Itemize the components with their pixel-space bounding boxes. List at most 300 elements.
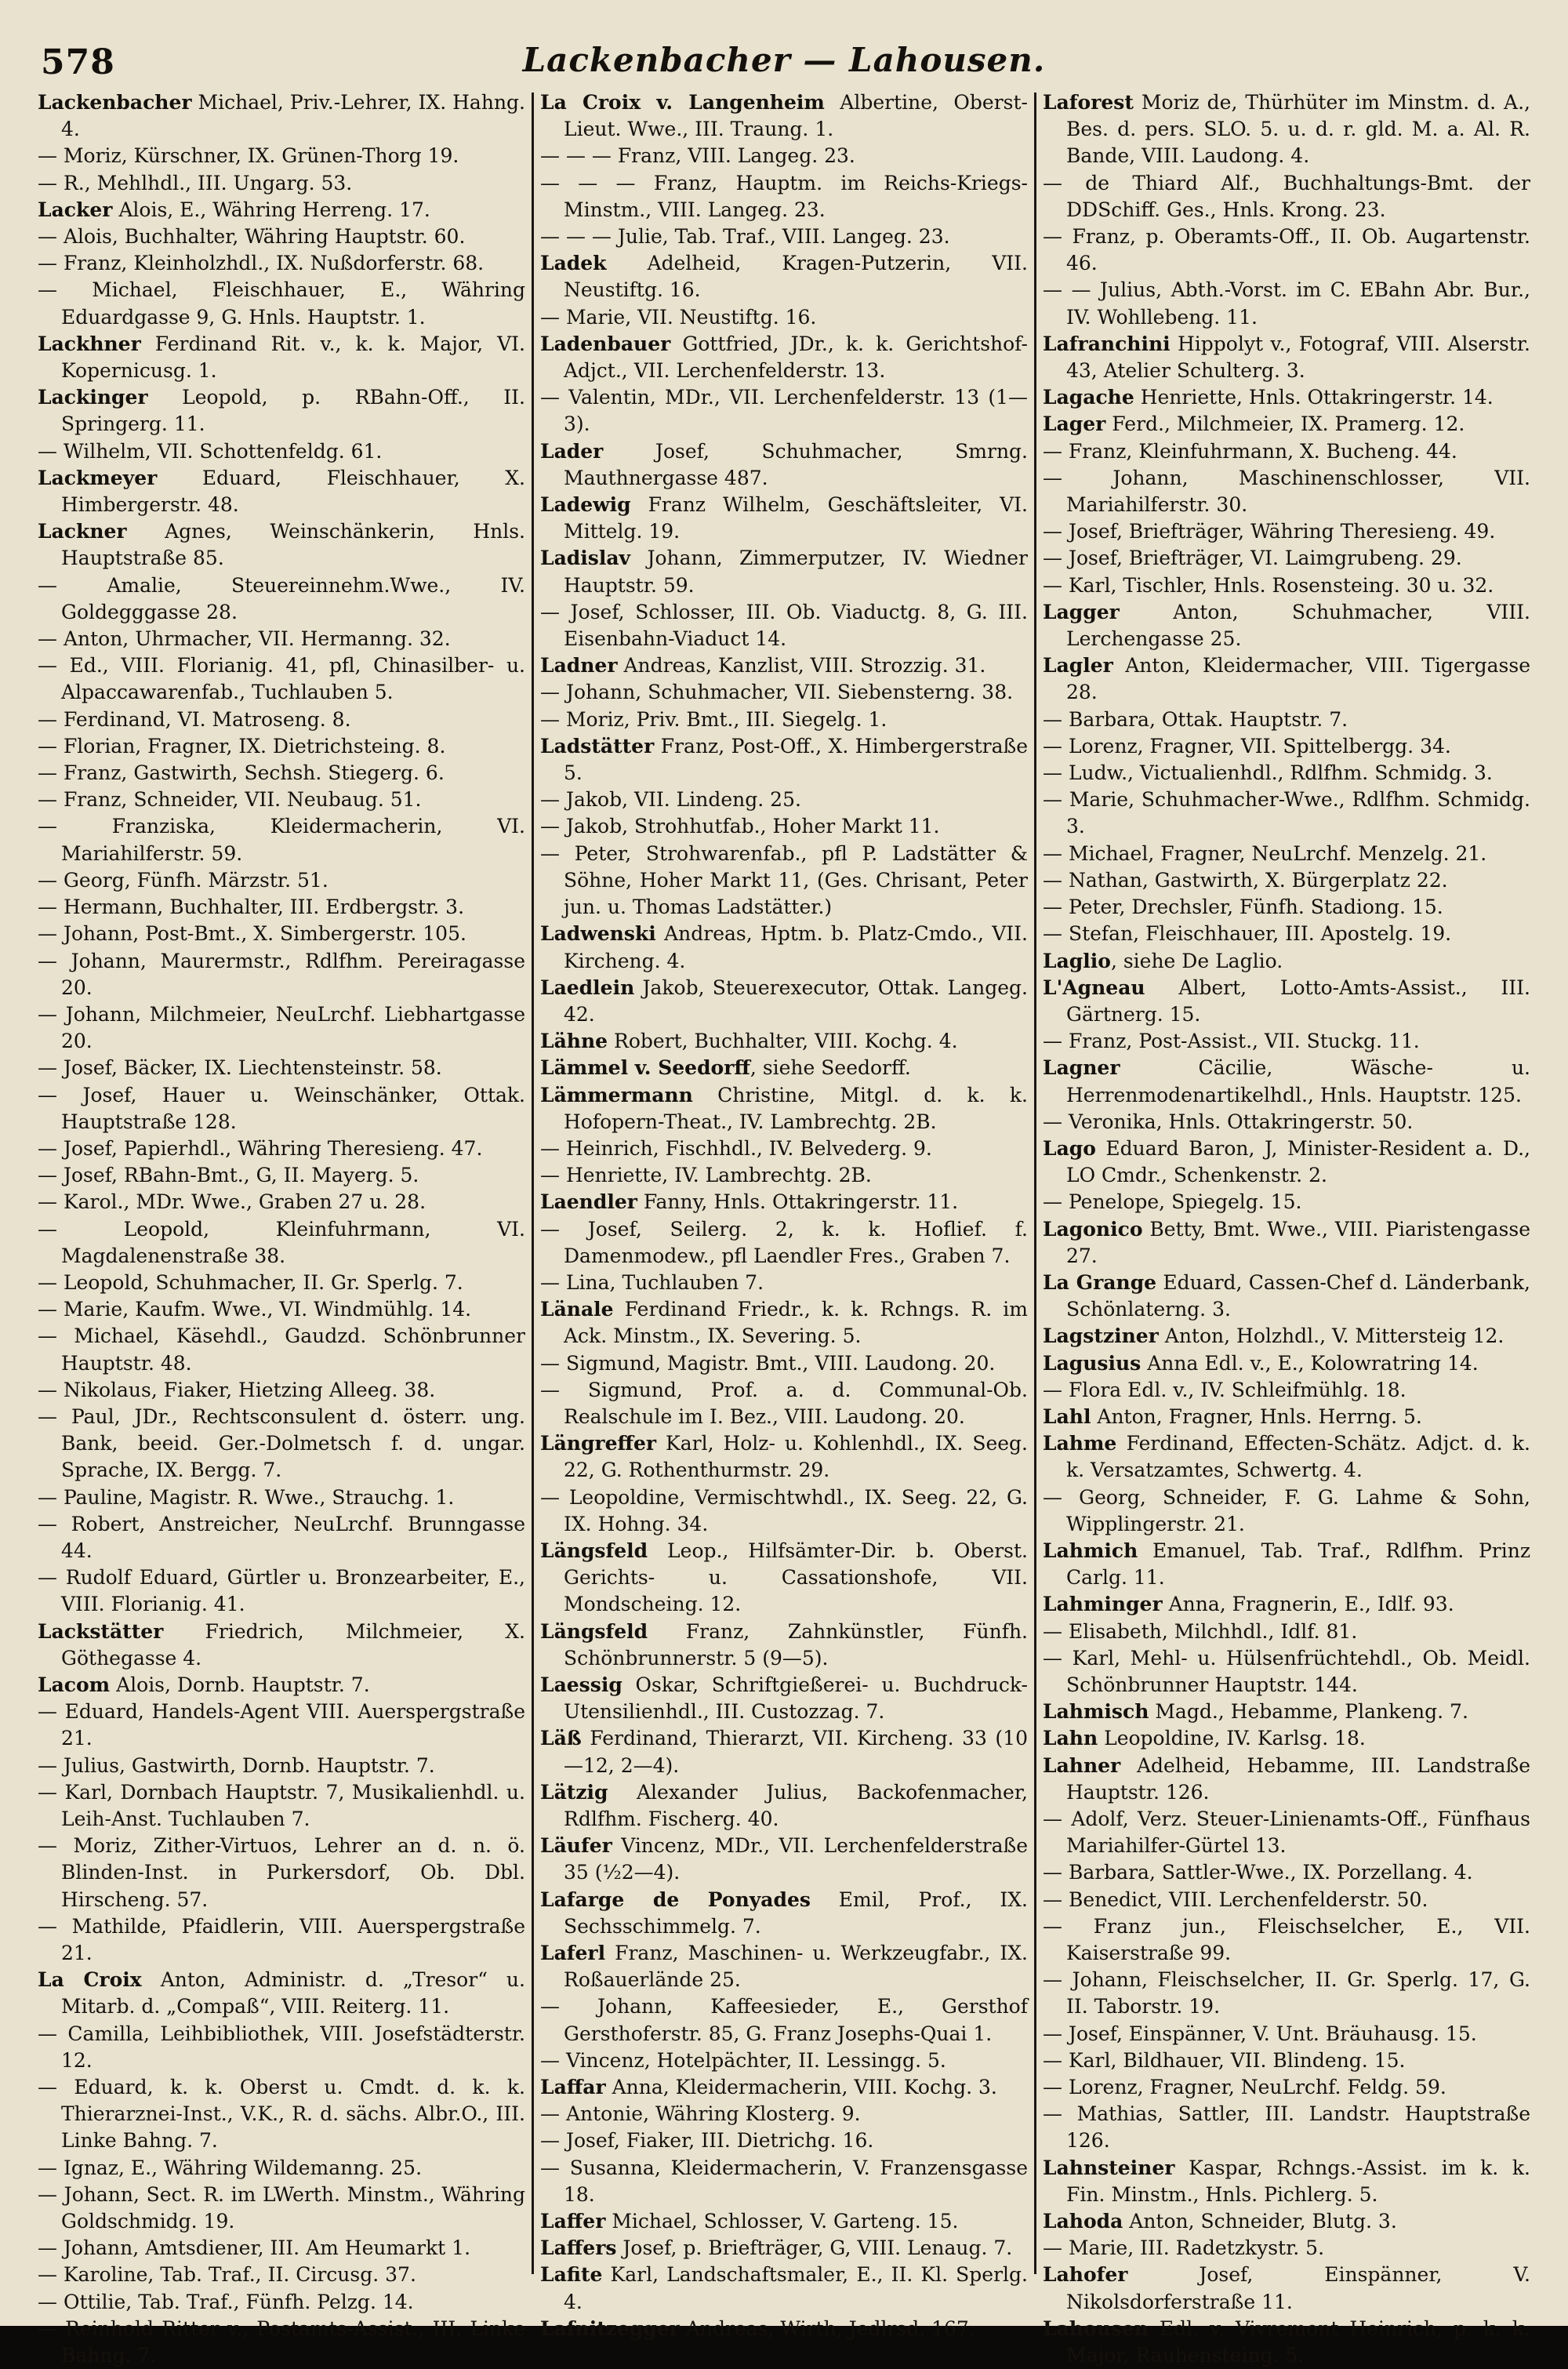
entry-details: Gottfried, JDr., k. k. Gerichtshof-Adjct., VII. Lerchenfelderstr. 13. xyxy=(564,332,1028,383)
entry-surname: Lahofer xyxy=(1043,2263,1128,2287)
directory-entry xyxy=(1043,2021,1530,2047)
directory-entry xyxy=(1043,1430,1530,1484)
entry-details: — Ed., VIII. Florianig. 41, pfl, Chinasilber- u. Alpaccawarenfab., Tuchlauben 5. xyxy=(38,654,525,704)
directory-entry xyxy=(1043,2235,1530,2262)
entry-surname: Lafranchini xyxy=(1043,332,1171,355)
entry-surname: Lackenbacher xyxy=(38,91,192,114)
entry-surname: Lahmisch xyxy=(1043,1700,1149,1724)
directory-entry xyxy=(540,545,1028,598)
entry-details: — Franz, Kleinholzhdl., IX. Nußdorferstr. 68. xyxy=(38,252,485,275)
entry-details: — Karl, Dornbach Hauptstr. 7, Musikalienhdl. u. Leih-Anst. Tuchlauben 7. xyxy=(38,1780,525,1830)
entry-surname: Lahousen xyxy=(1043,2316,1149,2340)
directory-entry xyxy=(540,1672,1028,1725)
directory-entry xyxy=(1043,1913,1530,1967)
directory-entry xyxy=(38,1484,525,1511)
directory-entry xyxy=(1043,948,1530,975)
entry-details: Anton, Fragner, Hnls. Herrng. 5. xyxy=(1091,1404,1422,1428)
directory-entry xyxy=(540,2316,1028,2342)
entry-surname: Lago xyxy=(1043,1136,1096,1160)
column-3 xyxy=(1036,89,1537,2367)
entry-surname: Lagusius xyxy=(1043,1351,1142,1375)
entry-details: — Michael, Käsehdl., Gaudzd. Schönbrunner Hauptstr. 48. xyxy=(38,1324,525,1375)
entry-details: Leopold, p. RBahn-Off., II. Springerg. 11. xyxy=(61,386,525,436)
entry-surname: Laendler xyxy=(540,1190,637,1214)
directory-entry xyxy=(38,867,525,894)
entry-details: Robert, Buchhalter, VIII. Kochg. 4. xyxy=(608,1030,958,1053)
entry-details: Emil, Prof., IX. Sechsschimmelg. 7. xyxy=(564,1888,1029,1938)
entry-surname: Läß xyxy=(540,1727,582,1750)
entry-details: Alois, E., Währing Herreng. 17. xyxy=(112,198,430,221)
directory-entry xyxy=(1043,1591,1530,1618)
entry-details: — Karol., MDr. Wwe., Graben 27 u. 28. xyxy=(38,1190,426,1214)
directory-entry xyxy=(38,787,525,813)
entry-details: — Rudolf Eduard, Gürtler u. Bronzearbeiter, E., VIII. Florianig. 41. xyxy=(38,1566,525,1616)
entry-details: — Johann, Post-Bmt., X. Simbergerstr. 105. xyxy=(38,922,466,946)
directory-entry xyxy=(38,2182,525,2235)
directory-entry xyxy=(38,813,525,867)
entry-details: Alexander Julius, Backofenmacher, Rdlfhm. Fischerg. 40. xyxy=(564,1780,1028,1830)
entry-details: — Josef, Einspänner, V. Unt. Bräuhausg. 15. xyxy=(1043,2022,1477,2045)
entry-surname: Länale xyxy=(540,1298,614,1321)
entry-details: — — — Franz, Hauptm. im Reichs-Kriegs-Minstm., VIII. Langeg. 23. xyxy=(540,171,1028,221)
entry-details: — Karl, Tischler, Hnls. Rosensteing. 30 u. 32. xyxy=(1043,573,1494,597)
entry-details: Henriette, Hnls. Ottakringerstr. 14. xyxy=(1134,386,1494,409)
directory-entry xyxy=(540,2208,1028,2235)
entry-details: — Johann, Fleischselcher, II. Gr. Sperlg. 17, G. II. Taborstr. 19. xyxy=(1043,1968,1530,2018)
entry-details: — Elisabeth, Milchhdl., Idlf. 81. xyxy=(1043,1619,1358,1643)
entry-details: — Robert, Anstreicher, NeuLrchf. Brunngasse 44. xyxy=(38,1512,525,1562)
directory-entry xyxy=(38,250,525,277)
directory-entry xyxy=(540,1028,1028,1055)
directory-entry xyxy=(540,1779,1028,1833)
directory-entry xyxy=(38,518,525,572)
entry-details: Franz, Post-Off., X. Himbergerstraße 5. xyxy=(564,734,1028,785)
entry-details: Karl, Landschaftsmaler, E., II. Kl. Sperlg. 4. xyxy=(564,2263,1028,2313)
entry-surname: Lahoda xyxy=(1043,2210,1123,2233)
entry-surname: Laglio xyxy=(1043,949,1111,972)
entry-details: Vincenz, MDr., VII. Lerchenfelderstraße 35 (½2—4). xyxy=(564,1834,1028,1884)
directory-entry xyxy=(1043,2262,1530,2315)
entry-surname: Längsfeld xyxy=(540,1539,648,1562)
directory-entry xyxy=(540,1619,1028,1672)
directory-entry xyxy=(38,2316,525,2369)
directory-entry xyxy=(1043,572,1530,599)
directory-entry xyxy=(38,894,525,921)
directory-entry xyxy=(540,170,1028,223)
entry-details: — Stefan, Fleischhauer, III. Apostelg. 19. xyxy=(1043,922,1452,946)
directory-entry xyxy=(38,1913,525,1967)
directory-entry xyxy=(38,2021,525,2074)
entry-details: Kaspar, Rchngs.-Assist. im k. k. Fin. Minstm., Hnls. Pichlerg. 5. xyxy=(1066,2156,1530,2206)
directory-entry xyxy=(540,384,1028,438)
entry-details: Christine, Mitgl. d. k. k. Hofopern-Theat., IV. Lambrechtg. 2B. xyxy=(564,1083,1028,1133)
directory-entry xyxy=(540,1377,1028,1430)
directory-entry xyxy=(1043,1055,1530,1108)
directory-entry xyxy=(540,331,1028,384)
entry-surname: Lagonico xyxy=(1043,1217,1143,1241)
entry-details: — — — Julie, Tab. Traf., VIII. Langeg. 23. xyxy=(540,225,950,249)
entry-details: Franz, Zahnkünstler, Fünfh. Schönbrunnerstr. 5 (9—5). xyxy=(564,1619,1028,1670)
entry-details: — Johann, Sect. R. im LWerth. Minstm., Währing Goldschmidg. 19. xyxy=(38,2182,525,2233)
entry-surname: Lagner xyxy=(1043,1056,1120,1080)
entry-details: — Marie, VII. Neustiftg. 16. xyxy=(540,305,817,329)
directory-entry xyxy=(540,1350,1028,1377)
entry-details: — Josef, Schlosser, III. Ob. Viaductg. 8, G. III. Eisenbahn-Viaduct 14. xyxy=(540,600,1028,651)
directory-entry xyxy=(38,1001,525,1055)
entry-details: — Barbara, Ottak. Hauptstr. 7. xyxy=(1043,707,1348,731)
entry-details: Adelheid, Kragen-Putzerin, VII. Neustiftg. 16. xyxy=(564,252,1028,302)
entry-details: — Adolf, Verz. Steuer-Linienamts-Off., Fünfhaus Mariahilfer-Gürtel 13. xyxy=(1043,1808,1530,1858)
directory-entry xyxy=(1043,1619,1530,1645)
directory-entry xyxy=(1043,867,1530,894)
directory-entry xyxy=(38,2262,525,2288)
directory-entry xyxy=(540,1940,1028,1993)
entry-details: Albert, Lotto-Amts-Assist., III. Gärtnerg. 15. xyxy=(1066,976,1530,1026)
entry-details: — Josef, Seilerg. 2, k. k. Hoflief. f. Damenmodew., pfl Laendler Fres., Graben 7. xyxy=(540,1217,1028,1267)
directory-entry xyxy=(1043,2208,1530,2235)
entry-details: — Lorenz, Fragner, VII. Spittelbergg. 34. xyxy=(1043,734,1451,758)
directory-entry xyxy=(540,2262,1028,2315)
entry-details: Ferdinand Friedr., k. k. Rchngs. R. im Ack. Minstm., IX. Severing. 5. xyxy=(564,1298,1028,1348)
directory-entry xyxy=(540,652,1028,679)
entry-details: Ferdinand Rit. v., k. k. Major, VI. Kopernicusg. 1. xyxy=(61,332,525,383)
entry-details: — R., Mehlhdl., III. Ungarg. 53. xyxy=(38,171,353,194)
entry-surname: Lagstziner xyxy=(1043,1324,1159,1348)
directory-entry xyxy=(540,2155,1028,2208)
entry-surname: Lämmermann xyxy=(540,1083,693,1106)
directory-entry xyxy=(540,841,1028,921)
directory-entry xyxy=(38,1377,525,1404)
entry-details: — Vincenz, Hotelpächter, II. Lessingg. 5. xyxy=(540,2048,946,2072)
entry-surname: Lacom xyxy=(38,1673,111,1696)
directory-entry xyxy=(38,572,525,626)
entry-surname: Lackhner xyxy=(38,332,141,355)
entry-details: Friedrich, Milchmeier, X. Göthegasse 4. xyxy=(61,1619,525,1670)
entry-details: — Julius, Gastwirth, Dornb. Hauptstr. 7. xyxy=(38,1753,435,1777)
entry-surname: Längreffer xyxy=(540,1432,657,1455)
directory-entry xyxy=(1043,170,1530,223)
directory-entry xyxy=(540,304,1028,331)
directory-entry xyxy=(540,1055,1028,1081)
entry-details: Alois, Dornb. Hauptstr. 7. xyxy=(110,1673,370,1696)
directory-entry xyxy=(1043,599,1530,652)
entry-details: Oskar, Schriftgießerei- u. Buchdruck-Utensilienhdl., III. Custozzag. 7. xyxy=(564,1673,1028,1724)
entry-surname: Lagger xyxy=(1043,600,1120,623)
directory-entry xyxy=(38,707,525,733)
entry-details: Josef, Einspänner, V. Nikolsdorferstraße 11. xyxy=(1066,2263,1530,2313)
entry-details: Josef, p. Briefträger, G, VIII. Lenaug. 7. xyxy=(616,2236,1013,2260)
entry-details: — Reinhold Ritter v., Postamts-Assist., III. Linke Bahng. 7. xyxy=(38,2316,525,2367)
entry-details: Eduard, Fleischhauer, X. Himbergerstr. 48. xyxy=(61,466,525,517)
column-2 xyxy=(534,89,1034,2340)
directory-entry xyxy=(540,733,1028,787)
entry-details: Andreas, Wirth, Jedlrsd. 167. xyxy=(679,2316,975,2340)
directory-entry xyxy=(1043,2316,1530,2369)
entry-surname: Laffer xyxy=(540,2210,606,2233)
directory-entry xyxy=(1043,518,1530,545)
entry-details: — Eduard, Handels-Agent VIII. Auerspergstraße 21. xyxy=(38,1700,525,1750)
entry-details: — Camilla, Leihbibliothek, VIII. Josefstädterstr. 12. xyxy=(38,2022,525,2072)
directory-entry xyxy=(1043,1216,1530,1270)
directory-entry xyxy=(38,2235,525,2262)
directory-entry xyxy=(38,652,525,706)
entry-details: — Josef, Bäcker, IX. Liechtensteinstr. 58. xyxy=(38,1056,442,1080)
entry-surname: Lafnitzegger xyxy=(540,2316,680,2340)
entry-surname: Ladwenski xyxy=(540,922,656,946)
entry-details: , siehe De Laglio. xyxy=(1110,949,1283,972)
entry-details: — Ferdinand, VI. Matroseng. 8. xyxy=(38,707,351,731)
directory-entry xyxy=(1043,1377,1530,1404)
columns xyxy=(31,89,1537,2367)
entry-surname: Lahnsteiner xyxy=(1043,2156,1175,2179)
entry-details: — Karoline, Tab. Traf., II. Circusg. 37. xyxy=(38,2263,416,2287)
directory-entry xyxy=(1043,2155,1530,2208)
directory-entry xyxy=(38,1833,525,1913)
directory-entry xyxy=(1043,1028,1530,1055)
directory-entry xyxy=(38,143,525,169)
directory-entry xyxy=(38,2155,525,2182)
entry-details: — Lorenz, Fragner, NeuLrchf. Feldg. 59. xyxy=(1043,2076,1446,2099)
entry-surname: La Grange xyxy=(1043,1270,1157,1294)
directory-entry xyxy=(540,679,1028,706)
entry-details: Karl, Holz- u. Kohlenhdl., IX. Seeg. 22, G. Rothenthurmstr. 29. xyxy=(564,1432,1028,1482)
entry-details: — Franz jun., Fleischselcher, E., VII. Kaiserstraße 99. xyxy=(1043,1914,1530,1965)
entry-surname: Lahner xyxy=(1043,1753,1121,1777)
directory-entry xyxy=(38,1270,525,1296)
entry-details: — Marie, Schuhmacher-Wwe., Rdlfhm. Schmidg. 3. xyxy=(1043,788,1530,838)
entry-details: — Paul, JDr., Rechtsconsulent d. österr. ung. Bank, beeid. Ger.-Dolmetsch f. d. ungar. Sprache, IX. Bergg. 7. xyxy=(38,1404,525,1482)
entry-details: — Nikolaus, Fiaker, Hietzing Alleeg. 38. xyxy=(38,1378,436,1401)
entry-details: — Franz, p. Oberamts-Off., II. Ob. Augartenstr. 46. xyxy=(1043,225,1530,275)
directory-entry xyxy=(1043,975,1530,1028)
directory-entry xyxy=(38,384,525,438)
entry-surname: Lähne xyxy=(540,1030,608,1053)
entry-details: Magd., Hebamme, Plankeng. 7. xyxy=(1149,1700,1468,1724)
directory-entry xyxy=(1043,89,1530,170)
entry-details: Anna, Fragnerin, E., Idlf. 93. xyxy=(1162,1593,1454,1616)
entry-surname: Lader xyxy=(540,439,604,463)
directory-entry xyxy=(1043,733,1530,760)
entry-surname: Ladstätter xyxy=(540,734,655,758)
entry-details: Anton, Administr. d. „Tresor“ u. Mitarb. d. „Compaß“, VIII. Reiterg. 11. xyxy=(61,1968,525,2018)
entry-details: Michael, Priv.-Lehrer, IX. Hahng. 4. xyxy=(61,91,525,141)
directory-entry xyxy=(38,438,525,465)
directory-entry xyxy=(38,277,525,330)
entry-details: Andreas, Kanzlist, VIII. Strozzig. 31. xyxy=(617,654,986,678)
directory-entry xyxy=(38,1699,525,1752)
entry-surname: Lager xyxy=(1043,412,1106,436)
entry-details: — de Thiard Alf., Buchhaltungs-Bmt. der DDSchiff. Ges., Hnls. Krong. 23. xyxy=(1043,171,1530,221)
entry-details: — Johann, Kaffeesieder, E., Gersthof Gersthoferstr. 85, G. Franz Josephs-Quai 1. xyxy=(540,1995,1028,2045)
entry-details: — Michael, Fragner, NeuLrchf. Menzelg. 21. xyxy=(1043,841,1487,865)
entry-details: Emanuel, Tab. Traf., Rdlfhm. Prinz Carlg. 11. xyxy=(1066,1539,1530,1590)
entry-details: Leop., Hilfsämter-Dir. b. Oberst. Gerichts- u. Cassationshofe, VII. Mondscheing. 12. xyxy=(564,1539,1028,1616)
directory-entry xyxy=(1043,411,1530,438)
entry-details: — Amalie, Steuereinnehm.Wwe., IV. Goldegggasse 28. xyxy=(38,573,525,623)
directory-entry xyxy=(38,1216,525,1270)
entry-details: — Franziska, Kleidermacherin, VI. Mariahilferstr. 59. xyxy=(38,815,525,865)
entry-surname: Laffers xyxy=(540,2236,617,2260)
entry-details: Cäcilie, Wäsche- u. Herrenmodenartikelhdl., Hnls. Hauptstr. 125. xyxy=(1066,1056,1530,1106)
directory-entry xyxy=(1043,438,1530,465)
directory-entry xyxy=(540,89,1028,143)
entry-details: — Henriette, IV. Lambrechtg. 2B. xyxy=(540,1164,872,1187)
directory-entry xyxy=(1043,1270,1530,1323)
directory-entry xyxy=(540,1270,1028,1296)
entry-details: — Jakob, Strohhutfab., Hoher Markt 11. xyxy=(540,815,940,838)
directory-entry xyxy=(38,1967,525,2020)
directory-entry xyxy=(38,223,525,250)
directory-entry xyxy=(38,1779,525,1833)
entry-details: — Antonie, Währing Klosterg. 9. xyxy=(540,2102,861,2126)
entry-details: Adelheid, Hebamme, III. Landstraße Hauptstr. 126. xyxy=(1066,1753,1530,1804)
directory-entry xyxy=(38,1753,525,1779)
directory-entry xyxy=(540,492,1028,545)
directory-entry xyxy=(1043,1859,1530,1886)
entry-details: — Georg, Schneider, F. G. Lahme & Sohn, Wipplingerstr. 21. xyxy=(1043,1485,1530,1535)
entry-details: — Marie, III. Radetzkystr. 5. xyxy=(1043,2236,1325,2260)
entry-details: — Sigmund, Magistr. Bmt., VIII. Laudong. 20. xyxy=(540,1351,996,1375)
entry-details: Ferdinand, Thierarzt, VII. Kircheng. 33 (10—12, 2—4). xyxy=(564,1727,1028,1777)
directory-entry xyxy=(38,1055,525,1081)
entry-details: — Josef, Hauer u. Weinschänker, Ottak. Hauptstraße 128. xyxy=(38,1083,525,1133)
entry-details: Anton, Schneider, Blutg. 3. xyxy=(1123,2210,1397,2233)
entry-surname: Längsfeld xyxy=(540,1619,648,1643)
entry-details: — Benedict, VIII. Lerchenfelderstr. 50. xyxy=(1043,1888,1428,1911)
directory-entry xyxy=(540,1993,1028,2047)
directory-entry xyxy=(1043,1887,1530,1913)
directory-entry xyxy=(540,1430,1028,1484)
directory-entry xyxy=(540,2127,1028,2154)
entry-details: — Florian, Fragner, IX. Dietrichsteing. 8. xyxy=(38,734,446,758)
entry-surname: Ladislav xyxy=(540,547,631,570)
directory-entry xyxy=(1043,1725,1530,1752)
entry-details: — Valentin, MDr., VII. Lerchenfelderstr. 13 (1—3). xyxy=(540,386,1028,436)
directory-entry xyxy=(38,465,525,518)
entry-details: — Nathan, Gastwirth, X. Bürgerplatz 22. xyxy=(1043,868,1448,892)
entry-surname: Lacker xyxy=(38,198,113,221)
entry-surname: Laferl xyxy=(540,1942,606,1965)
directory-entry xyxy=(540,1725,1028,1779)
entry-details: — Josef, Papierhdl., Währing Theresieng. 47. xyxy=(38,1136,483,1160)
directory-entry xyxy=(540,1216,1028,1270)
directory-entry xyxy=(1043,2074,1530,2101)
entry-surname: Lahminger xyxy=(1043,1593,1163,1616)
entry-details: — Veronika, Hnls. Ottakringerstr. 50. xyxy=(1043,1110,1414,1133)
entry-details: Fanny, Hnls. Ottakringerstr. 11. xyxy=(637,1190,959,1214)
entry-details: — Moriz, Kürschner, IX. Grünen-Thorg 19. xyxy=(38,144,459,168)
entry-surname: Ladewig xyxy=(540,493,631,517)
entry-details: — Marie, Kaufm. Wwe., VI. Windmühlg. 14. xyxy=(38,1298,472,1321)
entry-details: — Lina, Tuchlauben 7. xyxy=(540,1270,764,1294)
entry-details: — Jakob, VII. Lindeng. 25. xyxy=(540,788,801,812)
entry-details: — Anton, Uhrmacher, VII. Hermanng. 32. xyxy=(38,627,451,651)
entry-surname: Lahn xyxy=(1043,1727,1098,1750)
entry-surname: Lagache xyxy=(1043,386,1134,409)
entry-details: Anton, Holzhdl., V. Mittersteig 12. xyxy=(1158,1324,1504,1348)
entry-details: — Josef, RBahn-Bmt., G, II. Mayerg. 5. xyxy=(38,1164,419,1187)
directory-entry xyxy=(38,2074,525,2155)
directory-entry xyxy=(1043,331,1530,384)
directory-entry xyxy=(1043,787,1530,840)
entry-details: Albertine, Oberst-Lieut. Wwe., III. Traung. 1. xyxy=(564,91,1028,141)
entry-details: Ferd., Milchmeier, IX. Pramerg. 12. xyxy=(1105,412,1465,436)
entry-details: — Johann, Amtsdiener, III. Am Heumarkt 1. xyxy=(38,2236,471,2260)
directory-entry xyxy=(1043,223,1530,277)
entry-details: — Barbara, Sattler-Wwe., IX. Porzellang. 4. xyxy=(1043,1861,1473,1884)
entry-details: Franz Wilhelm, Geschäftsleiter, VI. Mittelg. 19. xyxy=(564,493,1028,543)
entry-details: — Peter, Drechsler, Fünfh. Stadiong. 15. xyxy=(1043,896,1443,919)
directory-entry xyxy=(540,921,1028,974)
entry-details: Eduard Baron, J, Minister-Resident a. D., LO Cmdr., Schenkenstr. 2. xyxy=(1066,1136,1530,1187)
entry-details: — Johann, Milchmeier, NeuLrchf. Liebhartgasse 20. xyxy=(38,1002,525,1053)
entry-details: — Michael, Fleischhauer, E., Währing Eduardgasse 9, G. Hnls. Hauptstr. 1. xyxy=(38,278,525,329)
directory-entry xyxy=(1043,1109,1530,1135)
entry-details: — Ludw., Victualienhdl., Rdlfhm. Schmidg. 3. xyxy=(1043,761,1493,785)
entry-details: Betty, Bmt. Wwe., VIII. Piaristengasse 27. xyxy=(1066,1217,1530,1267)
directory-entry xyxy=(1043,545,1530,572)
entry-surname: Lahme xyxy=(1043,1432,1117,1455)
entry-surname: Lafite xyxy=(540,2263,603,2287)
entry-details: — Johann, Maurermstr., Rdlfhm. Pereiragasse 20. xyxy=(38,949,525,999)
entry-details: — Alois, Buchhalter, Währing Hauptstr. 60. xyxy=(38,225,466,249)
directory-entry xyxy=(1043,921,1530,947)
entry-details: — Heinrich, Fischhdl., IV. Belvederg. 9. xyxy=(540,1136,932,1160)
entry-surname: L'Agneau xyxy=(1043,976,1145,999)
entry-details: — Leopold, Schuhmacher, II. Gr. Sperlg. 7. xyxy=(38,1270,463,1294)
directory-entry xyxy=(38,948,525,1001)
directory-entry xyxy=(38,1135,525,1162)
entry-surname: Lafarge de Ponyades xyxy=(540,1888,811,1911)
directory-entry xyxy=(540,2047,1028,2074)
page-number: 578 xyxy=(41,42,115,82)
entry-details: , siehe Seedorff. xyxy=(750,1056,911,1080)
entry-details: — Leopold, Kleinfuhrmann, VI. Magdalenenstraße 38. xyxy=(38,1217,525,1267)
entry-details: Ferdinand, Effecten-Schätz. Adjct. d. k. k. Versatzamtes, Schwertg. 4. xyxy=(1066,1432,1530,1482)
entry-details: — Franz, Kleinfuhrmann, X. Bucheng. 44. xyxy=(1043,439,1457,463)
directory-entry xyxy=(1043,2047,1530,2074)
entry-surname: Laffar xyxy=(540,2076,606,2099)
directory-entry xyxy=(38,1404,525,1484)
directory-entry xyxy=(1043,1538,1530,1591)
entry-details: — — — Franz, VIII. Langeg. 23. xyxy=(540,144,855,168)
directory-entry xyxy=(1043,1699,1530,1725)
directory-entry xyxy=(38,733,525,760)
directory-entry xyxy=(38,1296,525,1323)
entry-details: — Mathilde, Pfaidlerin, VIII. Auerspergstraße 21. xyxy=(38,1914,525,1965)
directory-entry xyxy=(1043,277,1530,330)
directory-entry xyxy=(1043,2101,1530,2154)
entry-details: — Eduard, k. k. Oberst u. Cmdt. d. k. k. Thierarznei-Inst., V.K., R. d. sächs. Albr.O., III. Linke Bahng. 7. xyxy=(38,2076,525,2153)
directory-entry xyxy=(540,1887,1028,1940)
directory-entry xyxy=(1043,1806,1530,1859)
entry-surname: Ladenbauer xyxy=(540,332,671,355)
entry-details: — Karl, Mehl- u. Hülsenfrüchtehdl., Ob. Meidl. Schönbrunner Hauptstr. 144. xyxy=(1043,1646,1530,1696)
directory-entry xyxy=(38,921,525,947)
entry-details: — Sigmund, Prof. a. d. Communal-Ob. Realschule im I. Bez., VIII. Laudong. 20. xyxy=(540,1378,1028,1428)
entry-surname: Lahmich xyxy=(1043,1539,1138,1562)
directory-entry xyxy=(1043,1645,1530,1699)
directory-entry xyxy=(540,599,1028,652)
directory-entry xyxy=(540,2235,1028,2262)
directory-entry xyxy=(540,143,1028,169)
entry-surname: Lackstätter xyxy=(38,1619,164,1643)
directory-entry xyxy=(1043,652,1530,706)
entry-surname: Ladek xyxy=(540,252,607,275)
directory-entry xyxy=(38,1082,525,1135)
page-header xyxy=(31,36,1537,89)
entry-details: Leopoldine, IV. Karlsg. 18. xyxy=(1098,1727,1366,1750)
